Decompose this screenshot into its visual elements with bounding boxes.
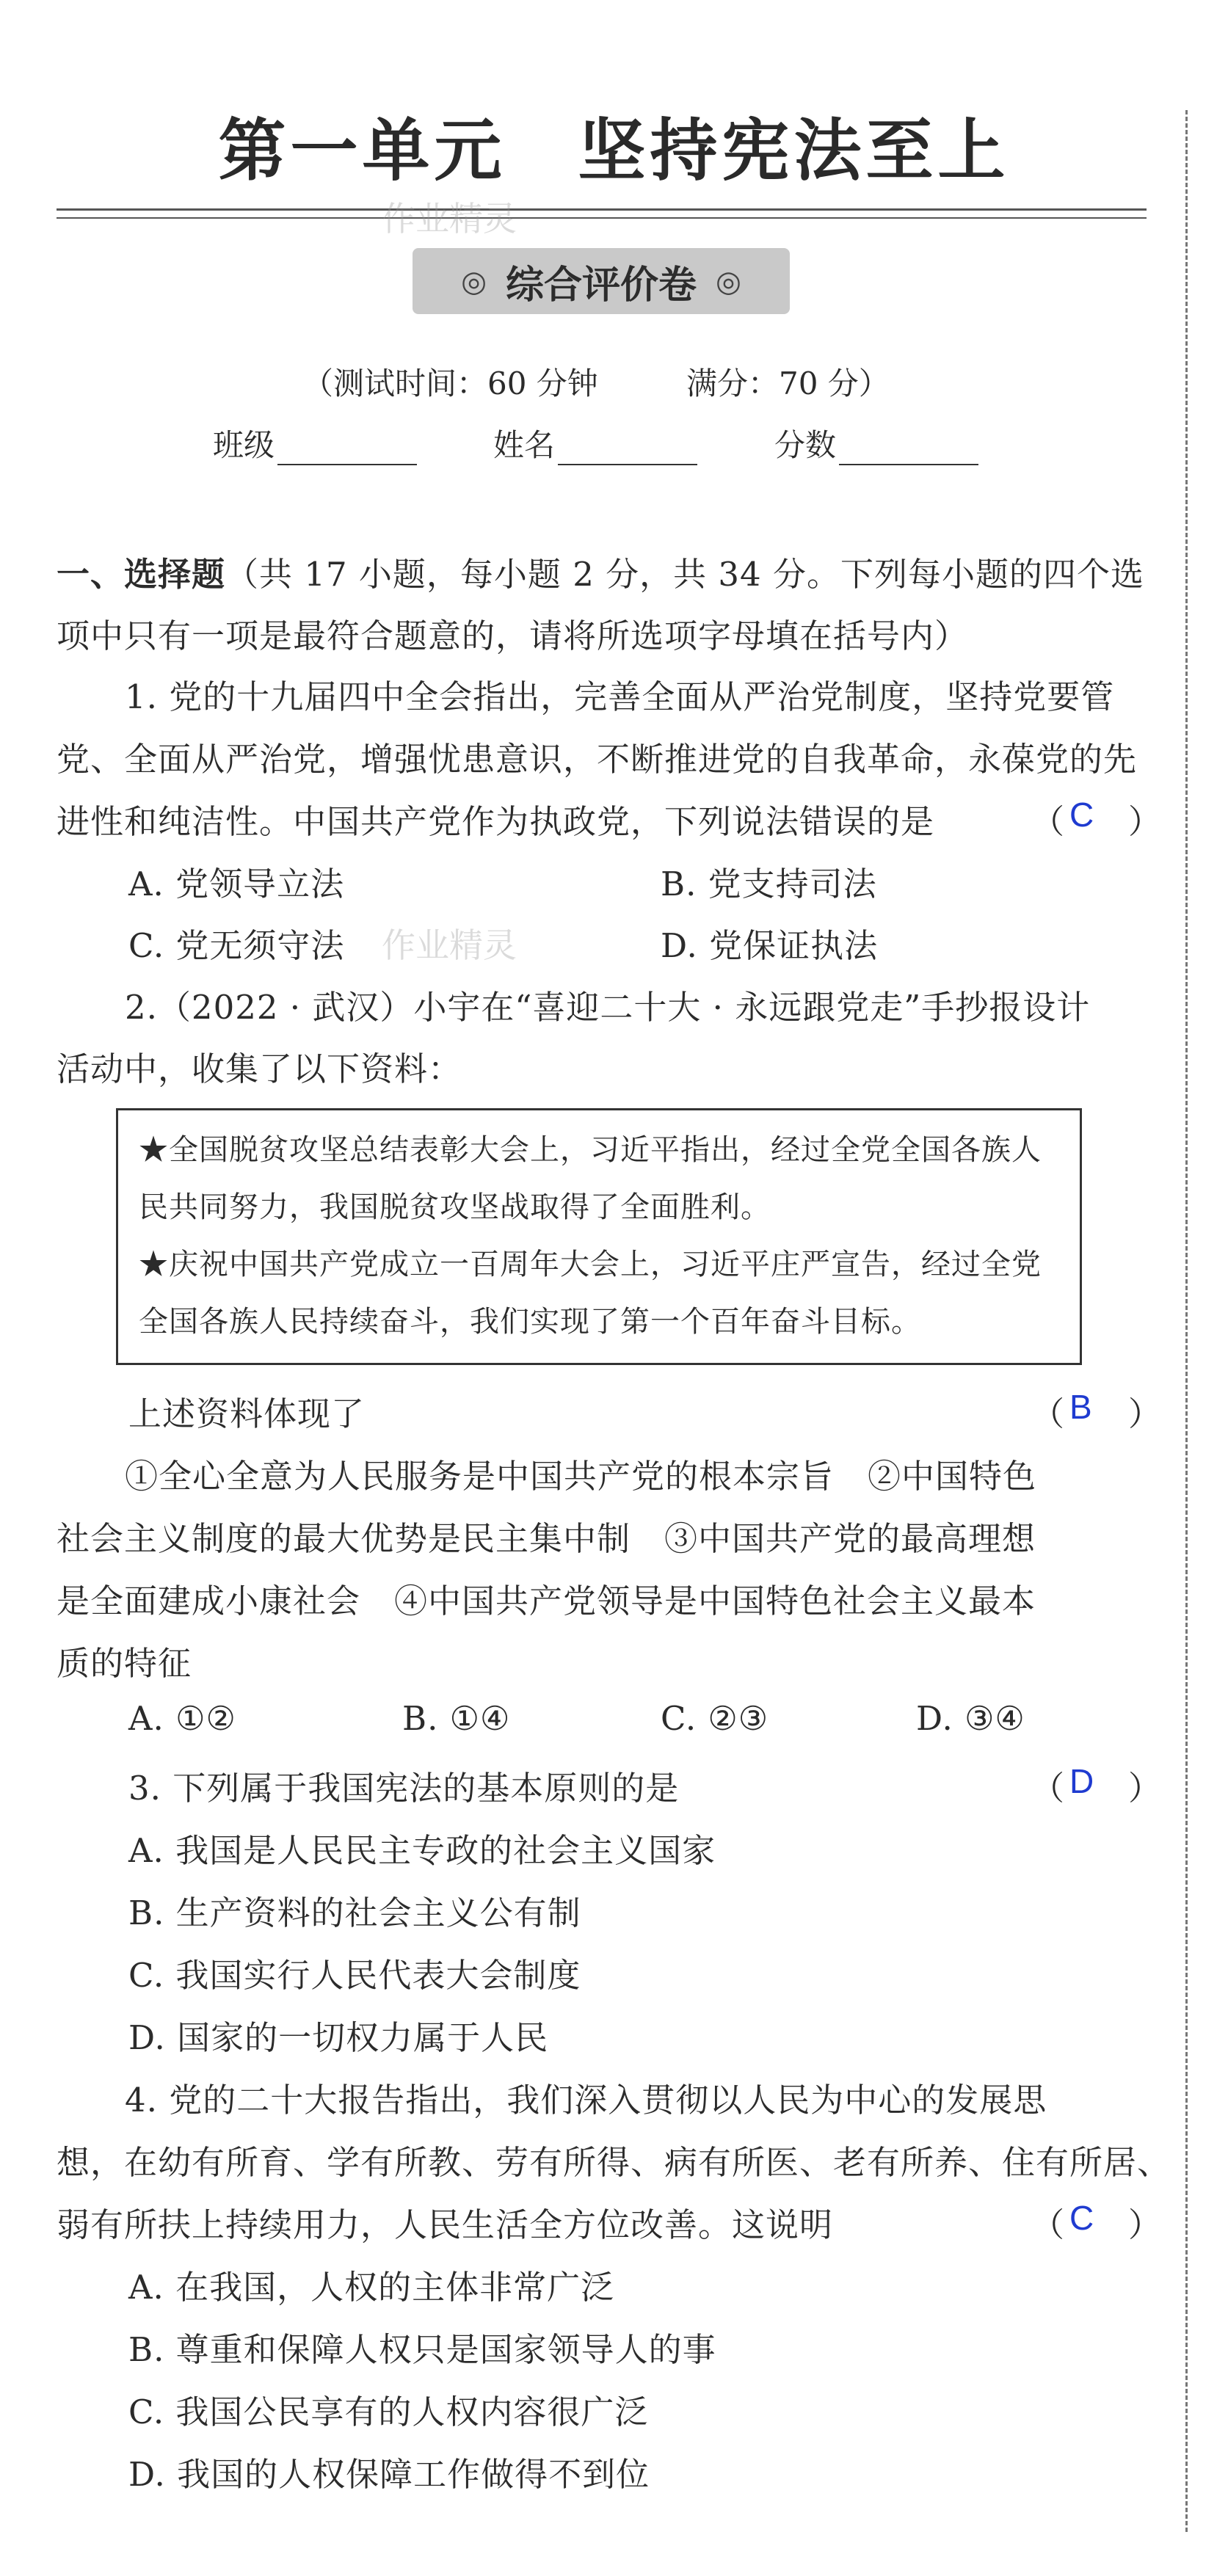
- q1-option-b: B. 党支持司法: [661, 865, 877, 903]
- name-label: 姓名: [493, 427, 556, 463]
- q4-option-a: A. 在我国，人权的主体非常广泛: [128, 2268, 615, 2307]
- watermark: 作业精灵: [382, 925, 517, 965]
- q2-statement-line2: 社会主义制度的最大优势是民主集中制 ③中国共产党的最高理想: [57, 1519, 1036, 1558]
- q3-option-c: C. 我国实行人民代表大会制度: [128, 1956, 581, 1995]
- score-blank[interactable]: [839, 434, 978, 465]
- q4-option-d: D. 我国的人权保障工作做得不到位: [128, 2455, 650, 2494]
- q4-line2: 想，在幼有所育、学有所教、劳有所得、病有所医、老有所养、住有所居、: [57, 2143, 1171, 2182]
- full-score: 满分：70 分）: [686, 365, 890, 401]
- q2-material-line: ★全国脱贫攻坚总结表彰大会上，习近平指出，经过全党全国各族人: [139, 1133, 1042, 1167]
- q4-line3: 弱有所扶上持续用力，人民生活全方位改善。这说明: [57, 2205, 834, 2244]
- q2-option-d: D. ③④: [916, 1699, 1025, 1738]
- name-field[interactable]: [493, 421, 697, 465]
- q4-option-b: B. 尊重和保障人权只是国家领导人的事: [128, 2330, 716, 2369]
- q2-material-line: 全国各族人民持续奋斗，我们实现了第一个百年奋斗目标。: [139, 1305, 921, 1339]
- q1-option-a: A. 党领导立法: [128, 865, 345, 903]
- q1-answer: C: [1069, 796, 1094, 834]
- binding-cut-line: [1185, 110, 1188, 2532]
- q2-statement-line3: 是全面建成小康社会 ④中国共产党领导是中国特色社会主义最本: [57, 1582, 1036, 1620]
- q2-answer: B: [1069, 1388, 1092, 1426]
- q4-line1: 4. 党的二十大报告指出，我们深入贯彻以人民为中心的发展思: [125, 2081, 1047, 2120]
- class-blank[interactable]: [277, 434, 417, 465]
- q2-line1: 2.（2022 · 武汉）小宇在“喜迎二十大 · 永远跟党走”手抄报设计: [125, 988, 1091, 1027]
- q1-option-c: C. 党无须守法: [128, 926, 345, 965]
- q2-option-b: B. ①④: [402, 1699, 511, 1738]
- q1-line2: 党、全面从严治党，增强忧患意识，不断推进党的自我革命，永葆党的先: [57, 740, 1138, 779]
- class-field[interactable]: [213, 421, 417, 465]
- q2-option-c: C. ②③: [661, 1699, 769, 1738]
- q2-material-line: 民共同努力，我国脱贫攻坚战取得了全面胜利。: [139, 1190, 771, 1224]
- circle-ornament-icon: ◎: [716, 263, 741, 299]
- score-field[interactable]: [774, 421, 978, 465]
- watermark: 作业精灵: [382, 199, 517, 239]
- q3-option-d: D. 国家的一切权力属于人民: [128, 2018, 549, 2057]
- q3-stem: 3. 下列属于我国宪法的基本原则的是: [128, 1769, 680, 1808]
- q1-option-d: D. 党保证执法: [661, 926, 879, 965]
- q4-answer: C: [1069, 2199, 1094, 2237]
- q4-option-c: C. 我国公民享有的人权内容很广泛: [128, 2393, 649, 2431]
- q1-line1: 1. 党的十九届四中全会指出，完善全面从严治党制度，坚持党要管: [125, 677, 1115, 716]
- q2-line2: 活动中，收集了以下资料：: [57, 1049, 462, 1088]
- q2-material-line: ★庆祝中国共产党成立一百周年大会上，习近平庄严宣告，经过全党: [139, 1248, 1042, 1281]
- q3-option-b: B. 生产资料的社会主义公有制: [128, 1893, 581, 1932]
- badge-label: 综合评价卷: [505, 262, 697, 308]
- q2-statement-line4: 质的特征: [57, 1644, 192, 1683]
- test-time: （测试时间：60 分钟: [302, 365, 598, 401]
- section-instruction-line2: 项中只有一项是最符合题意的，请将所选项字母填在括号内）: [57, 616, 969, 655]
- q2-option-a: A. ①②: [128, 1699, 236, 1738]
- name-blank[interactable]: [558, 434, 697, 465]
- page-title: 第一单元 坚持宪法至上: [218, 111, 1010, 190]
- title-rule-bottom: [57, 217, 1147, 219]
- title-rule-top: [57, 208, 1147, 211]
- class-label: 班级: [213, 427, 275, 463]
- q3-option-a: A. 我国是人民民主专政的社会主义国家: [128, 1831, 716, 1870]
- section-heading: 一、选择题: [57, 555, 226, 594]
- q2-statement-line1: ①全心全意为人民服务是中国共产党的根本宗旨 ②中国特色: [125, 1457, 1037, 1496]
- q3-answer: D: [1069, 1762, 1094, 1800]
- section-instruction: 一、选择题（共 17 小题，每小题 2 分，共 34 分。下列每小题的四个选: [57, 555, 1144, 594]
- q1-line3: 进性和纯洁性。中国共产党作为执政党，下列说法错误的是: [57, 802, 935, 841]
- q2-material-box: [116, 1108, 1082, 1365]
- q2-stem: 上述资料体现了: [128, 1394, 366, 1433]
- circle-ornament-icon: ◎: [461, 263, 487, 299]
- section-badge: [413, 248, 790, 314]
- score-label: 分数: [774, 427, 837, 463]
